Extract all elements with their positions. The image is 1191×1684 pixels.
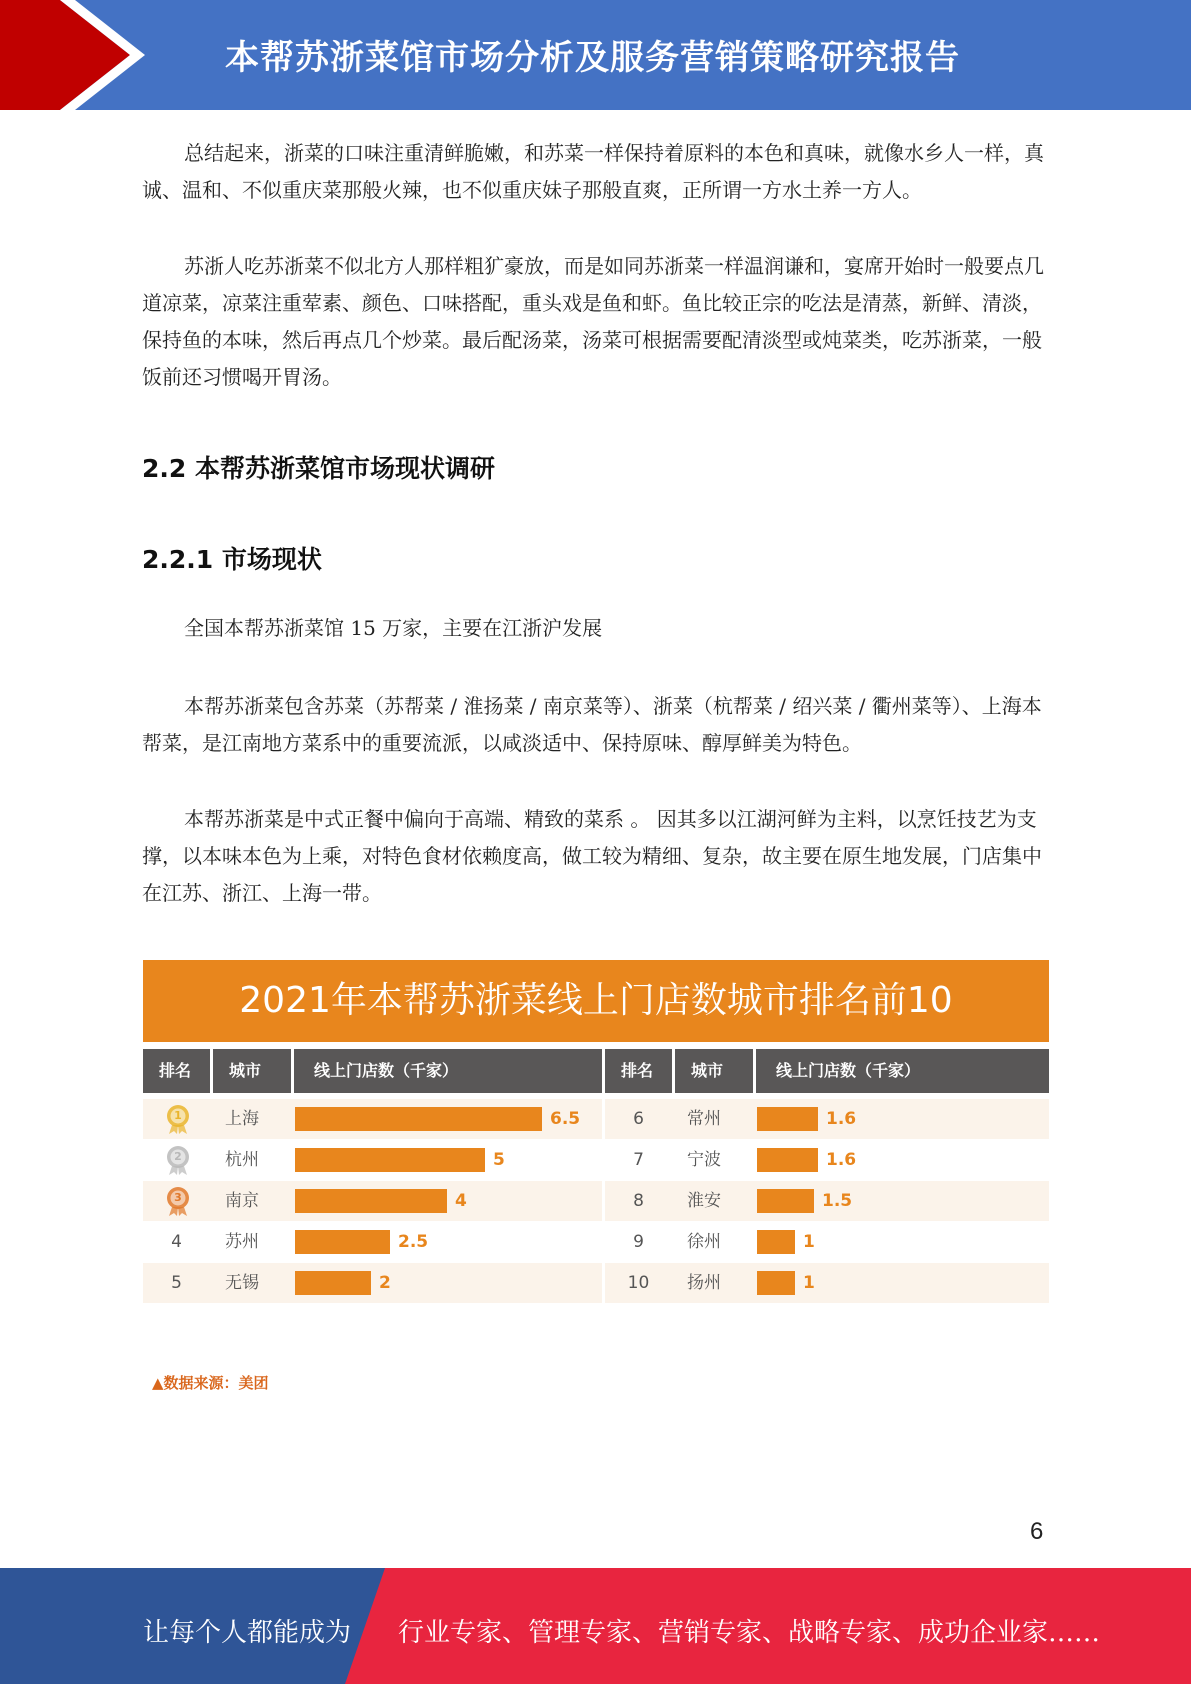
rank-number: 9 <box>633 1232 644 1252</box>
store-count-bar <box>757 1230 795 1254</box>
document-title: 本帮苏浙菜馆市场分析及服务营销策略研究报告 <box>225 38 960 78</box>
store-count-bar <box>295 1271 371 1295</box>
rank-number: 4 <box>171 1232 182 1252</box>
store-count-bar <box>295 1107 542 1131</box>
rank-number: 2 <box>174 1150 182 1163</box>
city-name: 常州 <box>687 1109 721 1129</box>
city-name: 杭州 <box>225 1150 259 1170</box>
store-count-label: 6.5 <box>550 1109 581 1129</box>
city-name: 扬州 <box>687 1273 721 1293</box>
heading-2-2-1: 2.2.1 市场现状 <box>142 545 322 574</box>
store-count-bar <box>295 1148 485 1172</box>
city-ranking-infographic <box>143 960 1049 1310</box>
paragraph-dining-habits: 苏浙人吃苏浙菜不似北方人那样粗犷豪放，而是如同苏浙菜一样温润谦和，宴席开始时一般要点几道凉菜，凉菜注重荤素、颜色、口味搭配，重头戏是鱼和虾。鱼比较正宗的吃法是清蒸，新鲜、清淡，保持鱼的本味，然后再点几个炒菜。最后配汤菜，汤菜可根据需要配清淡型或炖菜类，吃苏浙菜，一般饭前还习惯喝开胃汤。 <box>142 254 1044 389</box>
rank-number: 7 <box>633 1150 644 1170</box>
col-header-stores-right: 线上门店数（千家） <box>756 1049 1049 1093</box>
header-red-arrow-decoration <box>0 0 160 110</box>
store-count-bar <box>757 1148 818 1172</box>
paragraph-cuisine-composition: 本帮苏浙菜包含苏菜（苏帮菜 / 淮扬菜 / 南京菜等）、浙菜（杭帮菜 / 绍兴菜 / 衢州菜等）、上海本帮菜，是江南地方菜系中的重要流派，以咸淡适中、保持原味、醇厚鲜美为特色。 <box>142 694 1042 755</box>
footer-slogan-right: 行业专家、管理专家、营销专家、战略专家、成功企业家…… <box>398 1618 1101 1648</box>
store-count-bar <box>757 1107 818 1131</box>
store-count-label: 2.5 <box>398 1232 429 1252</box>
infographic-title: 2021年本帮苏浙菜线上门店数城市排名前10 <box>143 960 1049 1042</box>
store-count-bar <box>757 1271 795 1295</box>
rank-number: 1 <box>174 1109 182 1122</box>
page-header <box>0 0 1191 110</box>
store-count-bar <box>295 1230 390 1254</box>
rank-number: 6 <box>633 1109 644 1129</box>
store-count-label: 1.6 <box>826 1109 857 1129</box>
store-count-bar <box>295 1189 447 1213</box>
city-name: 徐州 <box>687 1232 721 1252</box>
rank-number: 10 <box>627 1273 650 1293</box>
paragraph-zhe-cuisine-summary: 总结起来，浙菜的口味注重清鲜脆嫩，和苏菜一样保持着原料的本色和真味，就像水乡人一样，真诚、温和、不似重庆菜那般火辣，也不似重庆妹子那般直爽，正所谓一方水土养一方人。 <box>142 141 1044 202</box>
col-header-city-right: 城市 <box>675 1049 753 1093</box>
paragraph-national-count: 全国本帮苏浙菜馆 15 万家，主要在江浙沪发展 <box>184 616 603 640</box>
col-header-rank-right: 排名 <box>605 1049 672 1093</box>
heading-2-2: 2.2 本帮苏浙菜馆市场现状调研 <box>142 454 495 483</box>
store-count-label: 1 <box>803 1273 815 1293</box>
table-row-bg <box>143 1263 602 1303</box>
city-name: 苏州 <box>225 1232 259 1252</box>
store-count-label: 1 <box>803 1232 815 1252</box>
city-name: 无锡 <box>225 1273 259 1293</box>
col-header-city-left: 城市 <box>213 1049 291 1093</box>
store-count-label: 1.6 <box>826 1150 857 1170</box>
paragraph-market-position: 本帮苏浙菜是中式正餐中偏向于高端、精致的菜系 。 因其多以江湖河鲜为主料，以烹饪技艺为支撑，以本味本色为上乘，对特色食材依赖度高，做工较为精细、复杂，故主要在原生地发展，门店集中在江苏、浙江、上海一带。 <box>142 807 1042 905</box>
col-header-stores-left: 线上门店数（千家） <box>294 1049 602 1093</box>
store-count-bar <box>757 1189 814 1213</box>
store-count-label: 4 <box>455 1191 467 1211</box>
rank-number: 3 <box>174 1191 182 1204</box>
city-name: 南京 <box>225 1191 259 1211</box>
footer-slogan-left: 让每个人都能成为 <box>143 1618 352 1648</box>
col-header-rank-left: 排名 <box>143 1049 210 1093</box>
rank-number: 5 <box>171 1273 182 1293</box>
page-number: 6 <box>1030 1518 1044 1545</box>
rank-number: 8 <box>633 1191 644 1211</box>
city-name: 宁波 <box>687 1150 721 1170</box>
store-count-label: 2 <box>379 1273 391 1293</box>
store-count-label: 5 <box>493 1150 505 1170</box>
city-name: 淮安 <box>687 1191 721 1211</box>
city-name: 上海 <box>225 1109 259 1129</box>
data-source-note: ▲数据来源：美团 <box>152 1374 269 1392</box>
store-count-label: 1.5 <box>822 1191 853 1211</box>
